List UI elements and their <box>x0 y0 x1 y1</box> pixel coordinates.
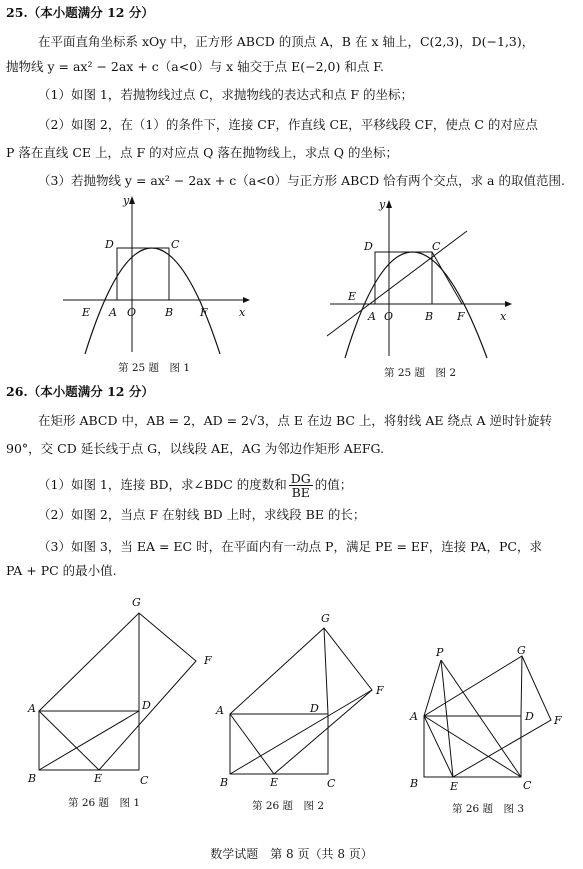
q25f2-label-A: A <box>368 310 376 323</box>
q26-part2: （2）如图 2，当点 F 在射线 BD 上时，求线段 BE 的长； <box>38 507 366 522</box>
q25f2-label-D: D <box>364 240 373 253</box>
q26-figure-2 <box>210 604 390 794</box>
q26-figure-1 <box>22 588 222 788</box>
q26-part3-line1: （3）如图 3，当 EA = EC 时，在平面内有一动点 P，满足 PE = EF，连接 PA，PC，求 <box>38 539 542 554</box>
q25f2-label-x: x <box>500 310 507 323</box>
q26f1-label-D: D <box>142 699 151 712</box>
page-footer: 数学试题 第 8 页（共 8 页） <box>210 847 373 861</box>
q26-figure-3 <box>404 640 574 800</box>
q26f3-label-C: C <box>523 779 532 792</box>
q25-figure-2 <box>322 196 522 361</box>
q26f3-label-F: F <box>554 714 562 727</box>
q26f3-label-P: P <box>436 646 444 659</box>
q26-stem-line2: 90°，交 CD 延长线于点 G，以线段 AE，AG 为邻边作矩形 AEFG. <box>6 441 385 456</box>
q25-part1: （1）如图 1，若抛物线过点 C，求抛物线的表达式和点 F 的坐标； <box>38 87 414 102</box>
q26f1-label-B: B <box>28 772 37 785</box>
q25f1-label-D: D <box>105 238 114 251</box>
q25f1-label-y: y <box>123 194 130 207</box>
q26-fig3-caption: 第 26 题 图 3 <box>452 803 525 815</box>
q26f2-label-E: E <box>270 776 279 789</box>
q25f2-label-y: y <box>379 198 386 211</box>
q26f3-label-E: E <box>450 780 459 793</box>
q26-fraction-numerator: DG <box>290 471 311 486</box>
q26f1-label-G: G <box>132 596 141 609</box>
q26-header: 26.（本小题满分 12 分） <box>6 384 154 399</box>
q26f3-label-D: D <box>525 710 534 723</box>
q26f3-label-A: A <box>410 710 418 723</box>
q26f1-label-C: C <box>140 774 149 787</box>
q26f2-label-F: F <box>376 684 384 697</box>
q25f2-label-F: F <box>457 310 465 323</box>
q26-part3-line2: PA + PC 的最小值. <box>6 563 117 578</box>
q25f1-label-E: E <box>82 306 91 319</box>
q26-part1-text-b: 的值； <box>314 477 353 492</box>
q25f1-label-O: O <box>127 306 137 319</box>
q25f1-label-B: B <box>165 306 174 319</box>
q25-stem-line2: 抛物线 y = ax² − 2ax + c（a<0）与 x 轴交于点 E(−2,0) 和点 F. <box>6 59 384 74</box>
q25-part2-line2: P 落在直线 CE 上，点 F 的对应点 Q 落在抛物线上，求点 Q 的坐标； <box>6 145 399 160</box>
q25-part3: （3）若抛物线 y = ax² − 2ax + c（a<0）与正方形 ABCD 恰有两个交点，求 a 的取值范围. <box>38 173 565 188</box>
q25-stem-line1: 在平面直角坐标系 xOy 中，正方形 ABCD 的顶点 A，B 在 x 轴上，C(2,3)，D(−1,3)， <box>38 34 535 49</box>
q26f1-label-E: E <box>94 772 103 785</box>
q26-part1 <box>38 472 352 499</box>
q25f1-label-C: C <box>171 238 180 251</box>
q25-fig2-caption: 第 25 题 图 2 <box>384 367 457 379</box>
q26f2-label-B: B <box>220 776 229 789</box>
q25f1-label-F: F <box>200 306 208 319</box>
q25f2-label-C: C <box>432 240 441 253</box>
q25f1-label-A: A <box>109 306 117 319</box>
q26f2-label-C: C <box>327 777 336 790</box>
q26-fraction-denominator: BE <box>291 485 310 500</box>
q26f3-label-G: G <box>517 644 526 657</box>
q25f2-label-E: E <box>348 290 357 303</box>
q25f1-label-x: x <box>239 306 246 319</box>
q25-part2-line1: （2）如图 2，在（1）的条件下，连接 CF，作直线 CE，平移线段 CF，使点 C 的对应点 <box>38 117 538 132</box>
q26-fig1-caption: 第 26 题 图 1 <box>68 797 141 809</box>
q26f2-label-G: G <box>321 612 330 625</box>
q25-header: 25.（本小题满分 12 分） <box>6 5 154 20</box>
q26f1-label-A: A <box>28 702 36 715</box>
q26-part1-text-a: （1）如图 1，连接 BD，求∠BDC 的度数和 <box>38 477 287 492</box>
q25f2-label-B: B <box>425 310 434 323</box>
q25f2-label-O: O <box>384 310 394 323</box>
q26f2-label-D: D <box>310 702 319 715</box>
q26f2-label-A: A <box>216 704 224 717</box>
q26-fig2-caption: 第 26 题 图 2 <box>252 800 325 812</box>
q26f1-label-F: F <box>204 654 212 667</box>
q26-fraction <box>289 472 313 499</box>
q26-stem-line1: 在矩形 ABCD 中，AB = 2，AD = 2√3，点 E 在边 BC 上，将射线 AE 绕点 A 逆时针旋转 <box>38 413 552 428</box>
q25-fig1-caption: 第 25 题 图 1 <box>118 362 191 374</box>
q25-figure-1 <box>55 192 265 357</box>
q26f3-label-B: B <box>410 777 419 790</box>
